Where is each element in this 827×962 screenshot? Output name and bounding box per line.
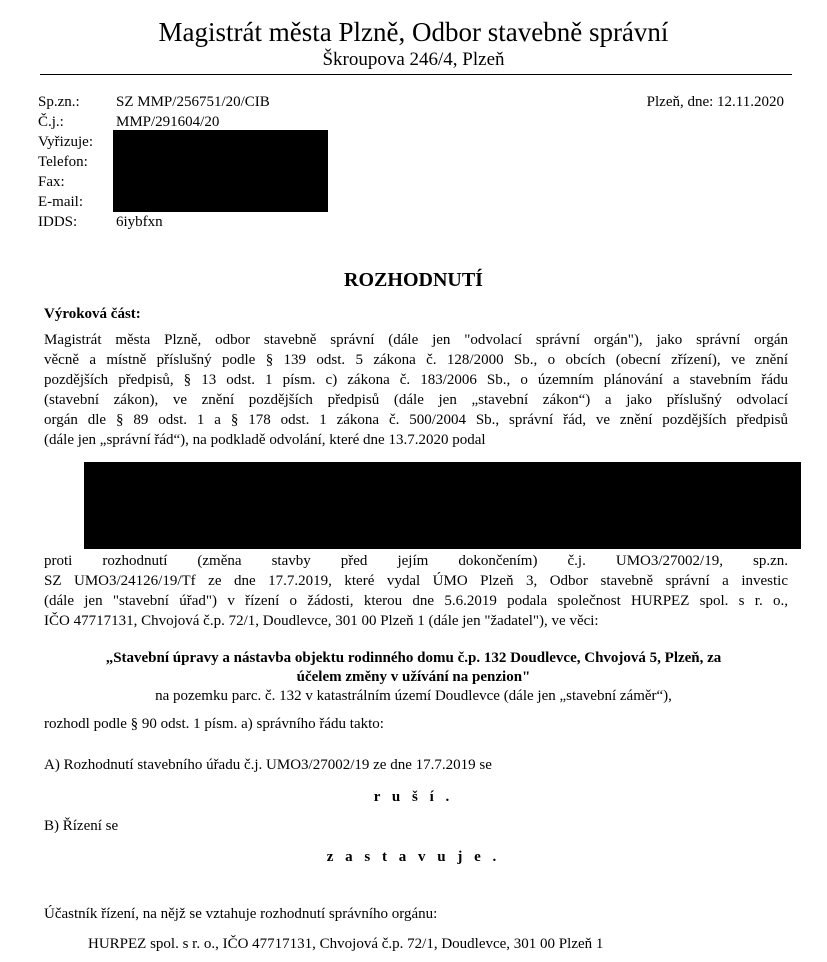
idds-label: IDDS: [38,214,78,230]
text-line: pozdějších předpisů, § 13 odst. 1 písm. c) zákona č. 183/2006 Sb., o územním plánování a stavebním řádu [44,372,788,388]
project-name-line2: účelem změny v užívání na penzion" [296,669,531,685]
spzn-value: SZ MMP/256751/20/CIB [116,94,270,110]
point-b: B) Řízení se [44,818,119,834]
spzn-label: Sp.zn.: [38,94,80,110]
participant-label: Účastník řízení, na nějž se vztahuje rozhodnutí správního orgánu: [44,906,438,922]
office-title: Magistrát města Plzně, Odbor stavebně správní [158,17,669,47]
participant-value: HURPEZ spol. s r. o., IČO 47717131, Chvojová č.p. 72/1, Doudlevce, 301 00 Plzeň 1 [88,936,604,952]
intro-paragraph [44,330,788,450]
redacted-appellant [84,462,801,549]
point-a: A) Rozhodnutí stavebního úřadu č.j. UMO3/27002/19 ze dne 17.7.2019 se [44,757,492,773]
vyrizuje-label: Vyřizuje: [38,134,93,150]
point-b-verdict: z a s t a v u j e . [326,849,501,865]
office-address: Škroupova 246/4, Plzeň [322,49,505,70]
parcel-line: na pozemku parc. č. 132 v katastrálním území Doudlevce (dále jen „stavební záměr“), [155,688,672,704]
text-line: proti rozhodnutí (změna stavby před jejím dokončením) č.j. UMO3/27002/19, sp.zn. [44,553,788,569]
telefon-label: Telefon: [38,154,88,170]
fax-label: Fax: [38,174,65,190]
cj-label: Č.j.: [38,114,64,130]
section-title: Výroková část: [44,306,141,322]
against-paragraph [44,551,788,631]
header-rule [40,74,792,75]
project-name-line1: „Stavební úpravy a nástavba objektu rodinného domu č.p. 132 Doudlevce, Chvojová 5, Plzeň, za [105,650,722,666]
text-line: SZ UMO3/24126/19/Tf ze dne 17.7.2019, které vydal ÚMO Plzeň 3, Odbor stavebně správní a investic [44,573,788,589]
place-date: Plzeň, dne: 12.11.2020 [646,94,784,110]
decision-heading: ROZHODNUTÍ [344,269,483,291]
cj-value: MMP/291604/20 [116,114,220,130]
text-line: věcně a místně příslušný podle § 139 odst. 5 zákona č. 128/2000 Sb., o obcích (obecní zřízení), ve znění [44,352,788,368]
idds-value: 6iybfxn [116,214,163,230]
text-line: Magistrát města Plzně, odbor stavebně správní (dále jen "odvolací správní orgán"), jako správní orgán [44,332,788,348]
email-label: E-mail: [38,194,83,210]
text-line: (dále jen „správní řád“), na podkladě odvolání, které dne 13.7.2020 podal [44,432,486,448]
point-a-verdict: r u š í . [373,789,454,805]
text-line: (dále jen "stavební úřad") v řízení o žádosti, kterou dne 5.6.2019 podala společnost HURPEZ spol. s r. o., [44,593,788,609]
redacted-contact-block [113,130,328,212]
text-line: (stavební zákon), ve znění pozdějších předpisů (dále jen „stavební zákon“) a jako příslušný odvolací [44,392,788,408]
ruled-line: rozhodl podle § 90 odst. 1 písm. a) správního řádu takto: [44,716,384,732]
text-line: IČO 47717131, Chvojová č.p. 72/1, Doudlevce, 301 00 Plzeň 1 (dále jen "žadatel"), ve věci: [44,613,599,629]
text-line: orgán dle § 89 odst. 1 a § 178 odst. 1 zákona č. 500/2004 Sb., správní řád, ve znění pozdějších předpisů [44,412,788,428]
